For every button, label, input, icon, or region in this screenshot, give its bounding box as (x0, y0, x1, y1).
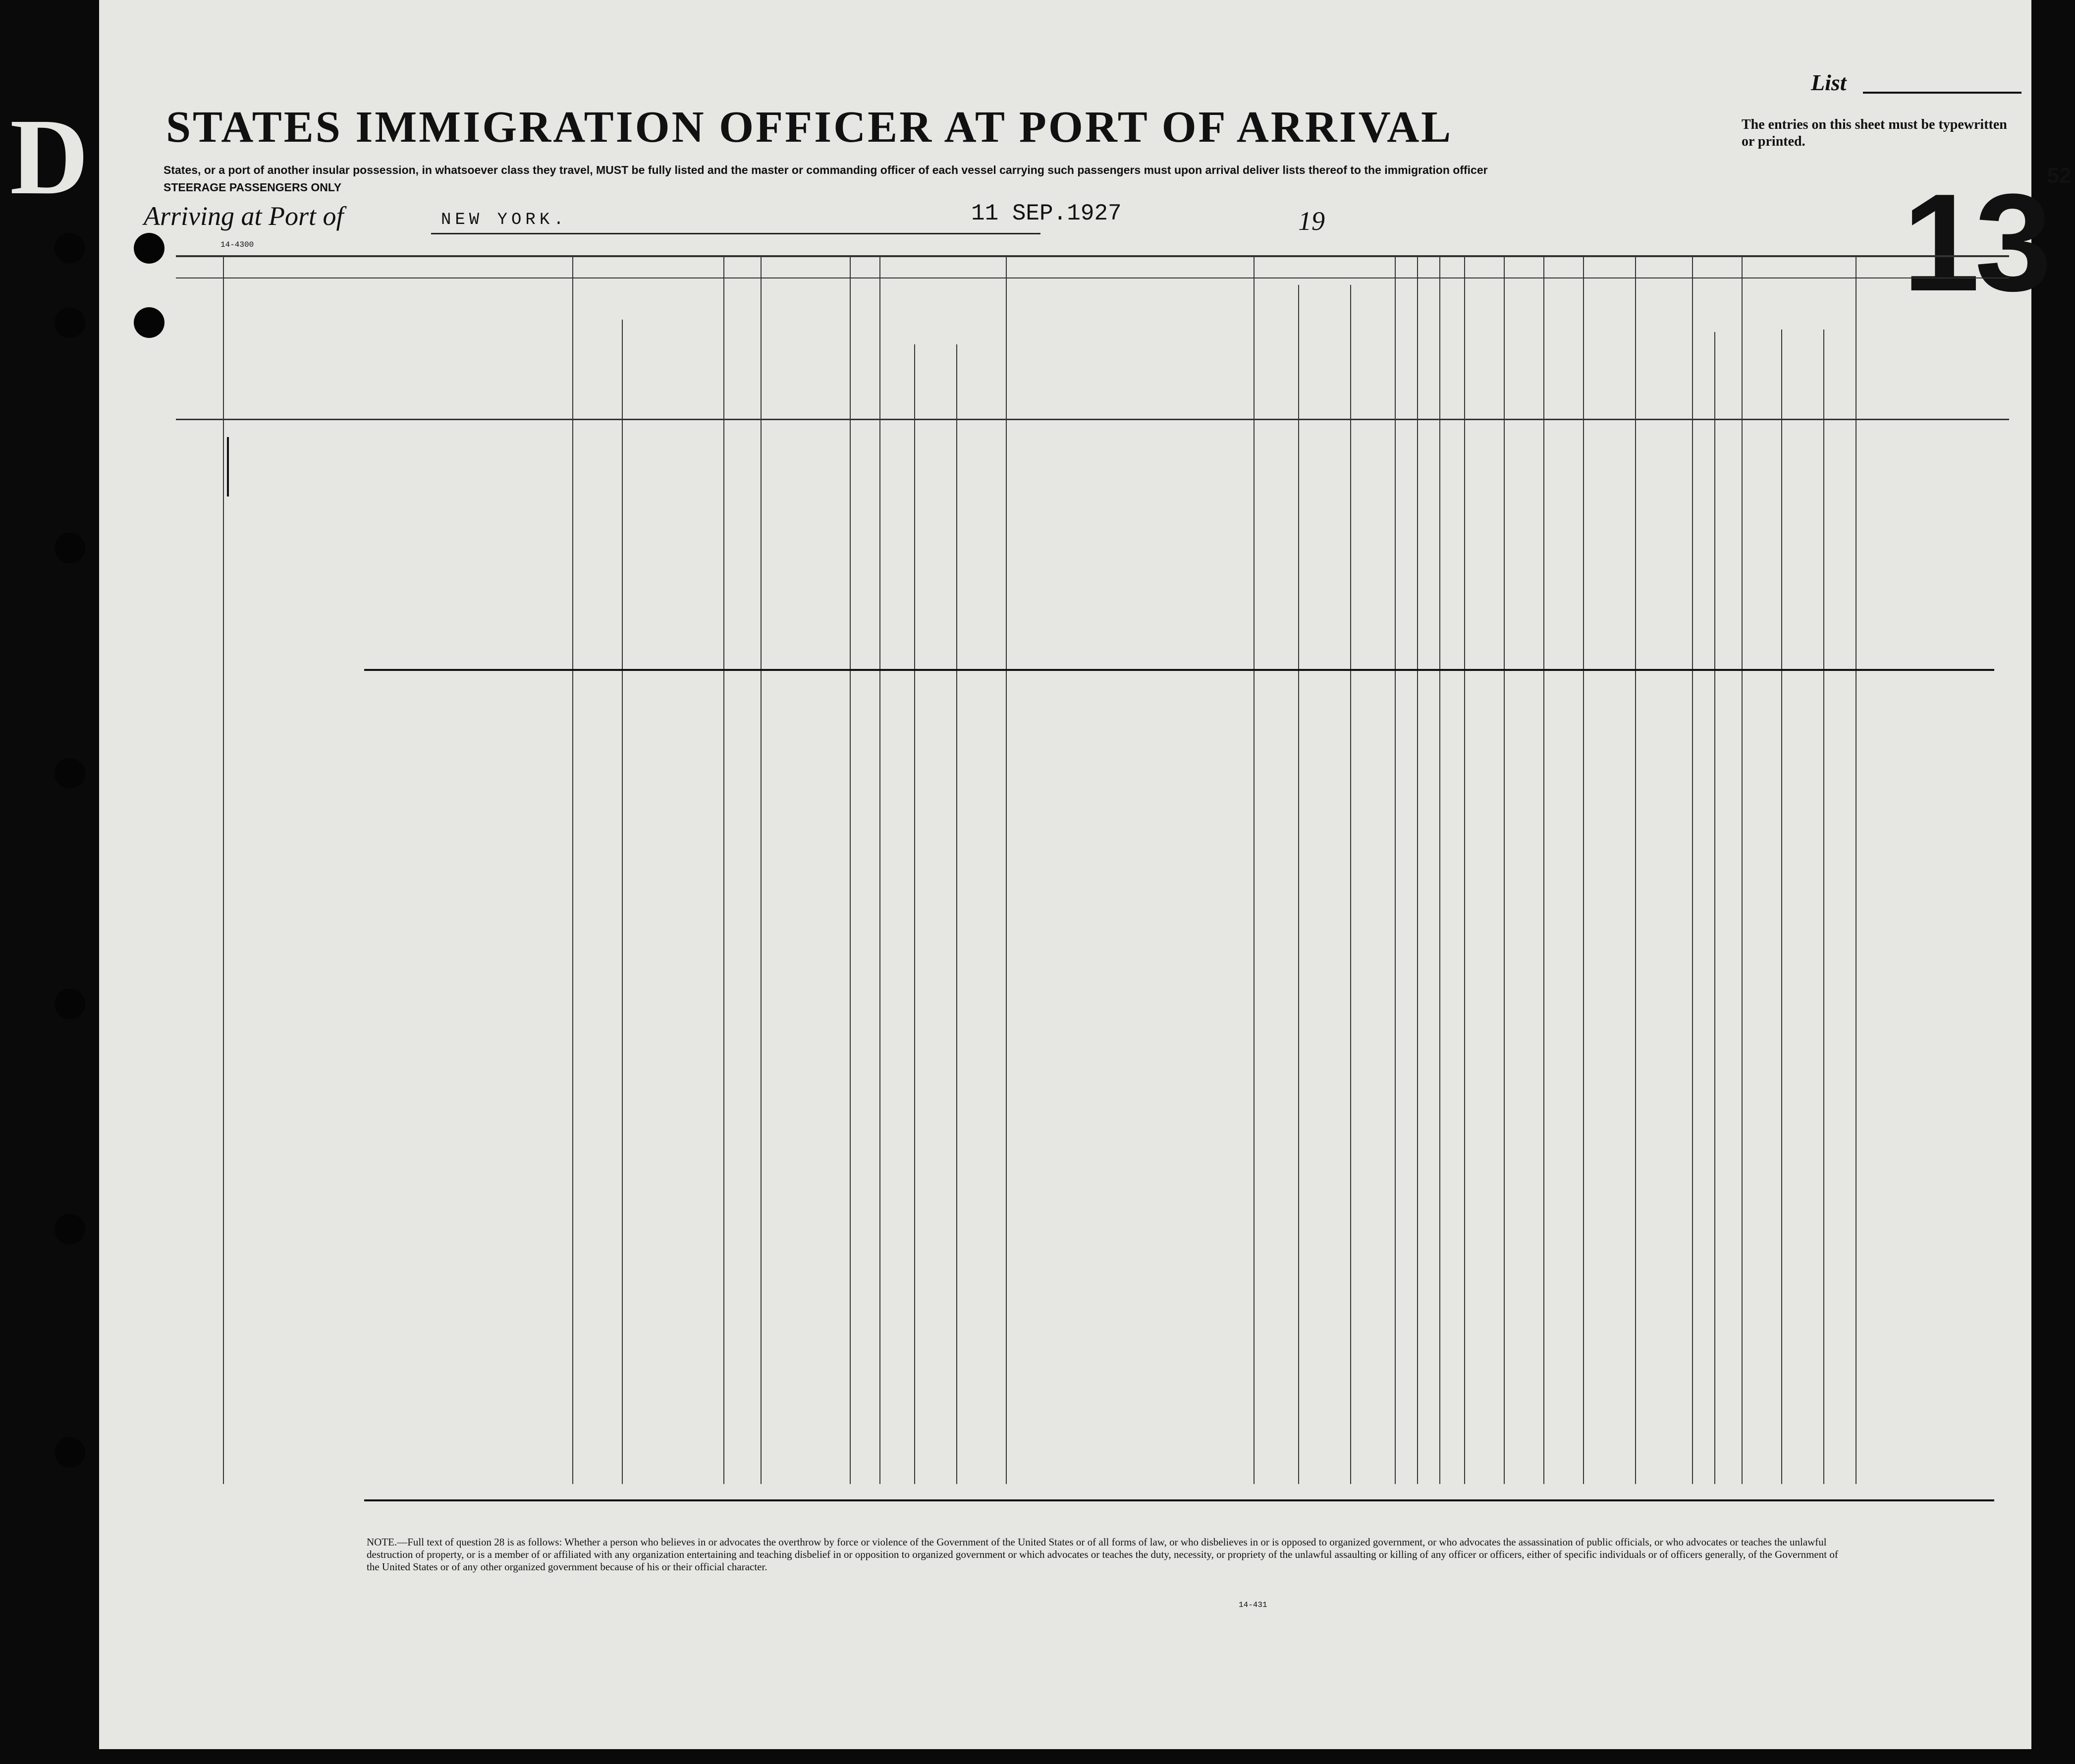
column-divider (1298, 285, 1299, 1484)
class-line: STEERAGE PASSENGERS ONLY (164, 181, 342, 194)
column-divider (1823, 330, 1824, 1484)
binder-hole (134, 307, 164, 338)
row-strikethrough (364, 1499, 1994, 1501)
binder-hole (55, 989, 85, 1019)
column-divider (1254, 255, 1255, 1484)
sheet-number-suffix: 52 (2047, 164, 2072, 188)
list-label: List (1811, 70, 1847, 95)
binder-hole (55, 533, 85, 563)
port-name: NEW YORK. (441, 211, 568, 229)
page-title: STATES IMMIGRATION OFFICER AT PORT OF ARRIVAL (166, 103, 1453, 152)
header-rule (176, 419, 2009, 420)
header-rule (176, 255, 2009, 257)
column-divider (914, 344, 915, 1484)
sheet-number-value: 13 (1903, 165, 2047, 320)
footer-form-number: 14-431 (1239, 1600, 1267, 1609)
column-divider (622, 320, 623, 1484)
header-rule (176, 277, 2009, 278)
column-divider (1781, 330, 1782, 1484)
adjacent-page-glyph: D (10, 96, 89, 217)
arriving-label: Arriving at Port of (144, 201, 344, 231)
entries-note: The entries on this sheet must be typewritten or printed. (1742, 117, 2007, 149)
column-divider (1439, 255, 1440, 1484)
column-divider (1395, 255, 1396, 1484)
port-underline (431, 233, 1040, 234)
date-stamp: 11 SEP.1927 (971, 201, 1122, 226)
row-strikethrough (364, 669, 1994, 671)
manifest-table (176, 255, 2009, 1484)
column-divider (1856, 255, 1857, 1484)
column-divider (1543, 255, 1544, 1484)
bracket-mark (227, 437, 229, 496)
list-number-line (1863, 92, 2021, 94)
column-divider (723, 255, 724, 1484)
column-divider (761, 255, 762, 1484)
binder-hole (55, 758, 85, 789)
binder-hole (55, 1437, 85, 1468)
column-divider (1350, 285, 1351, 1484)
column-divider (572, 255, 573, 1484)
column-divider (1504, 255, 1505, 1484)
manifest-sheet (99, 0, 2072, 1749)
binder-hole (55, 307, 85, 338)
column-divider (1635, 255, 1636, 1484)
column-divider (879, 255, 880, 1484)
column-divider (223, 255, 224, 1484)
column-divider (956, 344, 957, 1484)
footer-note: NOTE.—Full text of question 28 is as follows: Whether a person who believes in or advocates the overthrow by force or violence of the Government of the United States or of all forms of law, or who disbelieves in or is opposed to organized government, or who advocates the assassination of public officials, or who advocates or teaches the unlawful destruction of property, or is a member of or affiliated with any organization entertaining and teaching disbelief in or opposition to organized government or which advocates or teaches the duty, necessity, or propriety of the unlawful assaulting or killing of any officer or officers, either of specific individuals or of officers generally, of the Government of the United States or of any other organized government because of his or their official character. (367, 1536, 1838, 1573)
column-divider (1417, 255, 1418, 1484)
form-number: 14-4300 (220, 240, 254, 249)
column-divider (1464, 255, 1465, 1484)
column-divider (1742, 255, 1743, 1484)
binder-hole (55, 233, 85, 264)
column-divider (1692, 255, 1693, 1484)
column-divider (1714, 332, 1715, 1484)
year-prefix: 19 (1298, 206, 1325, 236)
column-divider (1006, 255, 1007, 1484)
binder-hole (55, 1214, 85, 1245)
subtitle: States, or a port of another insular possession, in whatsoever class they travel, MUST be fully listed and the master or commanding officer of each vessel carrying such passengers must upon arrival deliver lists thereof to the immigration officer (164, 164, 1488, 176)
column-divider (1583, 255, 1584, 1484)
binder-hole (134, 233, 164, 264)
adjacent-page-fragment (0, 0, 99, 1764)
column-divider (850, 255, 851, 1484)
